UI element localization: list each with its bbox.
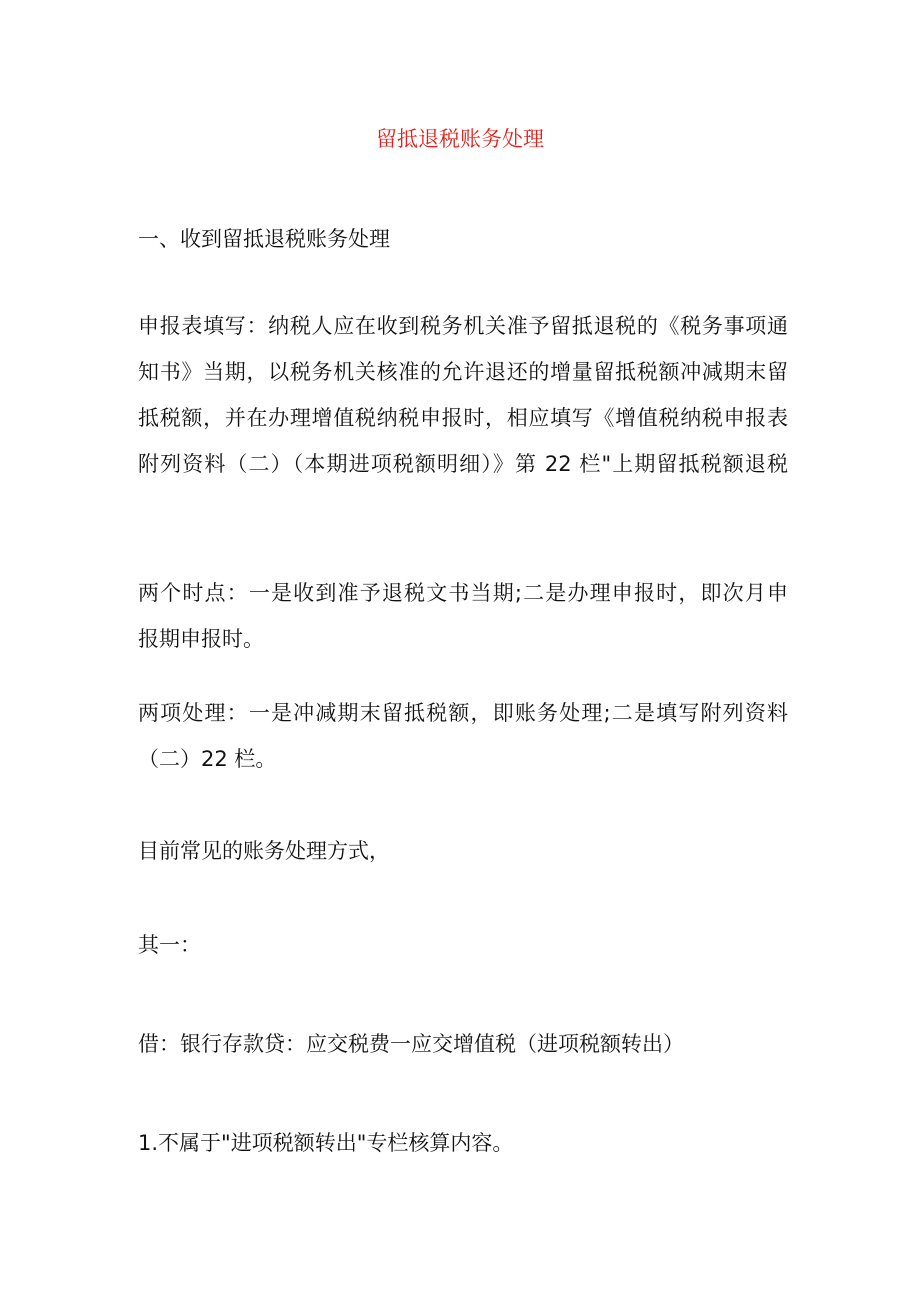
paragraph-declaration	[138, 303, 788, 487]
document-title: 留抵退税账务处理	[376, 127, 544, 151]
paragraph-line: 申报表填写：纳税人应在收到税务机关准予留抵退税的《税务事项通	[138, 314, 788, 338]
paragraph-line: 两项处理：一是冲减期末留抵税额，即账务处理;二是填写附列资料	[138, 701, 788, 725]
paragraph-two-times	[138, 570, 788, 662]
paragraph-line: 两个时点：一是收到准予退税文书当期;二是办理申报时，即次月申	[138, 581, 788, 605]
paragraph-line: 附列资料（二）（本期进项税额明细）》第 22 栏"上期留抵税额退税	[138, 452, 788, 476]
paragraph-note: 1.不属于"进项税额转出"专栏核算内容。	[138, 1131, 514, 1155]
paragraph-journal-entry: 借：银行存款贷：应交税费一应交增值税（进项税额转出）	[138, 1032, 684, 1056]
paragraph-line: 报期申报时。	[138, 627, 264, 651]
paragraph-method-one: 其一：	[138, 933, 201, 957]
section-heading: 一、收到留抵退税账务处理	[138, 227, 390, 251]
paragraph-common-methods: 目前常见的账务处理方式，	[138, 839, 390, 863]
paragraph-line: 知书》当期，以税务机关核准的允许退还的增量留抵税额冲减期末留	[138, 360, 788, 384]
paragraph-line: 抵税额，并在办理增值税纳税申报时，相应填写《增值税纳税申报表	[138, 406, 788, 430]
paragraph-two-items	[138, 690, 788, 782]
paragraph-line: （二）22 栏。	[138, 747, 277, 771]
